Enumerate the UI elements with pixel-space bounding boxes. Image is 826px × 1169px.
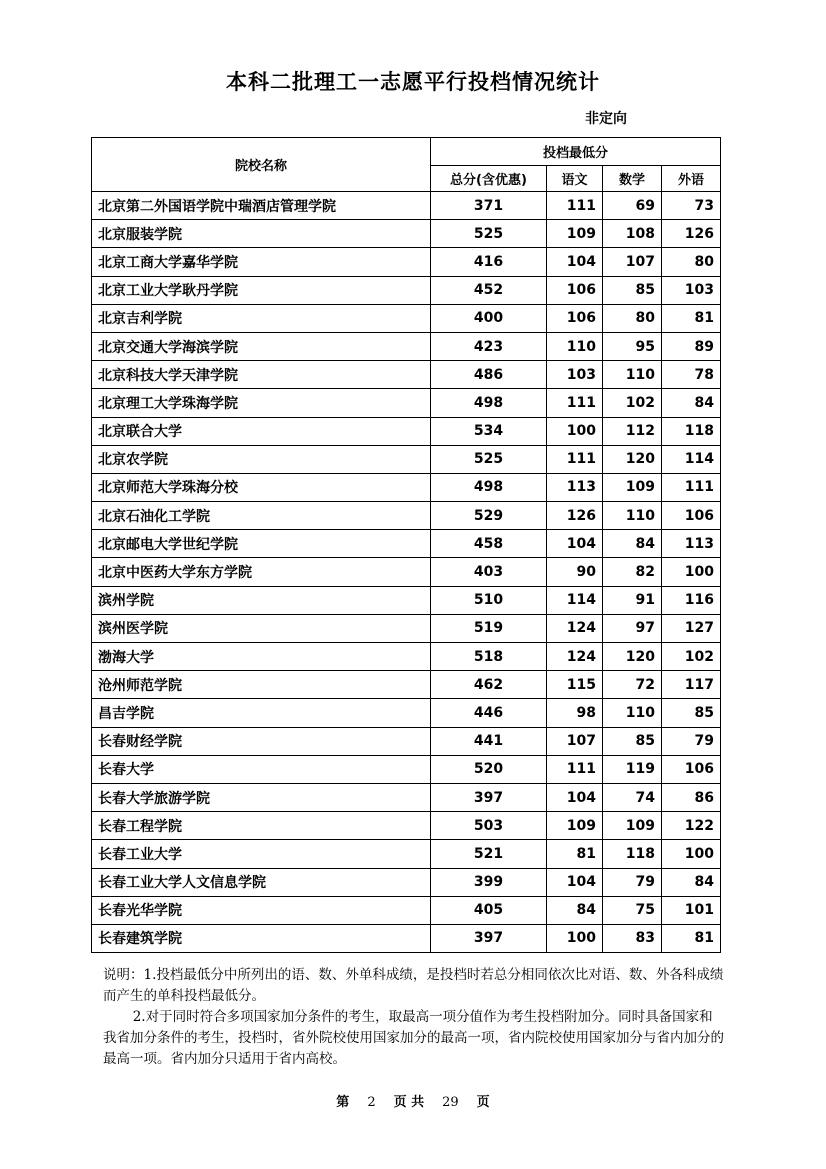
cell-foreign: 106: [662, 755, 721, 783]
cell-chinese: 114: [547, 586, 603, 614]
cell-total: 371: [431, 192, 547, 220]
footer-total-pages: 29: [442, 1095, 459, 1110]
cell-total: 405: [431, 896, 547, 924]
cell-math: 85: [603, 727, 662, 755]
cell-foreign: 101: [662, 896, 721, 924]
cell-school-name: 北京理工大学珠海学院: [92, 389, 431, 417]
cell-math: 109: [603, 473, 662, 501]
cell-math: 102: [603, 389, 662, 417]
table-row: [92, 361, 721, 389]
cell-math: 69: [603, 192, 662, 220]
cell-total: 510: [431, 586, 547, 614]
cell-math: 91: [603, 586, 662, 614]
cell-chinese: 124: [547, 643, 603, 671]
cell-foreign: 85: [662, 699, 721, 727]
cell-chinese: 126: [547, 502, 603, 530]
cell-chinese: 104: [547, 868, 603, 896]
cell-math: 85: [603, 276, 662, 304]
cell-chinese: 111: [547, 755, 603, 783]
cell-math: 120: [603, 643, 662, 671]
cell-foreign: 84: [662, 389, 721, 417]
cell-chinese: 124: [547, 614, 603, 642]
cell-foreign: 80: [662, 248, 721, 276]
cell-foreign: 89: [662, 332, 721, 360]
cell-total: 446: [431, 699, 547, 727]
cell-total: 521: [431, 840, 547, 868]
cell-foreign: 111: [662, 473, 721, 501]
table-row: [92, 840, 721, 868]
cell-school-name: 长春建筑学院: [92, 924, 431, 952]
cell-total: 525: [431, 220, 547, 248]
cell-total: 503: [431, 812, 547, 840]
cell-school-name: 渤海大学: [92, 643, 431, 671]
footer-ye: 页: [476, 1095, 490, 1110]
cell-total: 462: [431, 671, 547, 699]
cell-math: 75: [603, 896, 662, 924]
header-school-name: 院校名称: [92, 138, 431, 192]
cell-math: 79: [603, 868, 662, 896]
cell-math: 72: [603, 671, 662, 699]
cell-total: 534: [431, 417, 547, 445]
table-row: [92, 389, 721, 417]
cell-math: 97: [603, 614, 662, 642]
table-row: [92, 276, 721, 304]
cell-math: 108: [603, 220, 662, 248]
table-row: [92, 332, 721, 360]
cell-school-name: 长春大学旅游学院: [92, 783, 431, 811]
header-total: 总分(含优惠): [431, 166, 547, 192]
cell-foreign: 126: [662, 220, 721, 248]
cell-chinese: 110: [547, 332, 603, 360]
cell-school-name: 长春财经学院: [92, 727, 431, 755]
cell-math: 119: [603, 755, 662, 783]
cell-total: 498: [431, 389, 547, 417]
cell-math: 84: [603, 530, 662, 558]
cell-total: 498: [431, 473, 547, 501]
cell-total: 400: [431, 304, 547, 332]
cell-school-name: 长春光华学院: [92, 896, 431, 924]
header-math: 数学: [603, 166, 662, 192]
cell-school-name: 滨州学院: [92, 586, 431, 614]
cell-school-name: 北京交通大学海滨学院: [92, 332, 431, 360]
table-row: [92, 783, 721, 811]
footer-page-number: 2: [367, 1095, 376, 1110]
table-row: [92, 727, 721, 755]
table-row: [92, 699, 721, 727]
cell-foreign: 79: [662, 727, 721, 755]
cell-chinese: 109: [547, 812, 603, 840]
cell-math: 110: [603, 699, 662, 727]
cell-school-name: 北京石油化工学院: [92, 502, 431, 530]
cell-total: 416: [431, 248, 547, 276]
cell-foreign: 84: [662, 868, 721, 896]
header-min-score: 投档最低分: [431, 138, 721, 166]
cell-total: 403: [431, 558, 547, 586]
header-chinese: 语文: [547, 166, 603, 192]
cell-foreign: 73: [662, 192, 721, 220]
cell-total: 529: [431, 502, 547, 530]
cell-school-name: 滨州医学院: [92, 614, 431, 642]
cell-math: 109: [603, 812, 662, 840]
cell-total: 399: [431, 868, 547, 896]
cell-math: 82: [603, 558, 662, 586]
cell-school-name: 北京工商大学嘉华学院: [92, 248, 431, 276]
cell-foreign: 78: [662, 361, 721, 389]
cell-foreign: 113: [662, 530, 721, 558]
cell-chinese: 81: [547, 840, 603, 868]
cell-school-name: 北京工业大学耿丹学院: [92, 276, 431, 304]
cell-foreign: 122: [662, 812, 721, 840]
cell-chinese: 113: [547, 473, 603, 501]
cell-chinese: 104: [547, 248, 603, 276]
table-row: [92, 304, 721, 332]
cell-foreign: 118: [662, 417, 721, 445]
cell-foreign: 86: [662, 783, 721, 811]
table-row: [92, 248, 721, 276]
note-1: 说明：1.投档最低分中所列出的语、数、外单科成绩，是投档时若总分相同依次比对语、数、外各科成绩而产生的单科投档最低分。: [103, 967, 724, 1004]
cell-total: 452: [431, 276, 547, 304]
table-row: [92, 614, 721, 642]
cell-math: 112: [603, 417, 662, 445]
cell-school-name: 北京邮电大学世纪学院: [92, 530, 431, 558]
cell-chinese: 115: [547, 671, 603, 699]
table-row: [92, 473, 721, 501]
cell-total: 397: [431, 924, 547, 952]
footer-di: 第: [336, 1095, 350, 1110]
admission-table: [91, 137, 721, 953]
cell-foreign: 81: [662, 924, 721, 952]
table-row: [92, 896, 721, 924]
cell-math: 74: [603, 783, 662, 811]
table-row: [92, 220, 721, 248]
cell-chinese: 100: [547, 924, 603, 952]
cell-math: 80: [603, 304, 662, 332]
cell-school-name: 北京服装学院: [92, 220, 431, 248]
cell-school-name: 北京中医药大学东方学院: [92, 558, 431, 586]
header-foreign: 外语: [662, 166, 721, 192]
cell-chinese: 103: [547, 361, 603, 389]
cell-foreign: 102: [662, 643, 721, 671]
cell-school-name: 沧州师范学院: [92, 671, 431, 699]
cell-chinese: 104: [547, 530, 603, 558]
cell-foreign: 100: [662, 840, 721, 868]
cell-foreign: 114: [662, 445, 721, 473]
cell-school-name: 长春工业大学: [92, 840, 431, 868]
table-row: [92, 755, 721, 783]
cell-math: 118: [603, 840, 662, 868]
table-row: [92, 445, 721, 473]
cell-foreign: 117: [662, 671, 721, 699]
cell-school-name: 北京农学院: [92, 445, 431, 473]
cell-total: 486: [431, 361, 547, 389]
cell-chinese: 104: [547, 783, 603, 811]
cell-school-name: 北京第二外国语学院中瑞酒店管理学院: [92, 192, 431, 220]
cell-chinese: 106: [547, 276, 603, 304]
notes-block: [103, 965, 725, 1070]
cell-school-name: 北京联合大学: [92, 417, 431, 445]
cell-school-name: 北京师范大学珠海分校: [92, 473, 431, 501]
table-row: [92, 530, 721, 558]
cell-chinese: 106: [547, 304, 603, 332]
footer-ye-gong: 页 共: [393, 1095, 425, 1110]
cell-school-name: 长春大学: [92, 755, 431, 783]
cell-total: 441: [431, 727, 547, 755]
cell-chinese: 109: [547, 220, 603, 248]
cell-school-name: 长春工业大学人文信息学院: [92, 868, 431, 896]
subtitle-label: 非定向: [585, 111, 627, 127]
table-row: [92, 192, 721, 220]
cell-math: 120: [603, 445, 662, 473]
table-row: [92, 643, 721, 671]
cell-total: 518: [431, 643, 547, 671]
table-body: [92, 192, 721, 953]
cell-math: 110: [603, 502, 662, 530]
table-row: [92, 812, 721, 840]
cell-math: 95: [603, 332, 662, 360]
cell-chinese: 90: [547, 558, 603, 586]
cell-chinese: 84: [547, 896, 603, 924]
page-title: 本科二批理工一志愿平行投档情况统计: [226, 70, 600, 94]
cell-math: 107: [603, 248, 662, 276]
cell-total: 423: [431, 332, 547, 360]
cell-total: 525: [431, 445, 547, 473]
cell-math: 83: [603, 924, 662, 952]
table-row: [92, 868, 721, 896]
cell-foreign: 127: [662, 614, 721, 642]
cell-chinese: 111: [547, 192, 603, 220]
cell-foreign: 103: [662, 276, 721, 304]
cell-foreign: 106: [662, 502, 721, 530]
cell-total: 519: [431, 614, 547, 642]
cell-foreign: 81: [662, 304, 721, 332]
cell-chinese: 98: [547, 699, 603, 727]
table-row: [92, 586, 721, 614]
cell-chinese: 107: [547, 727, 603, 755]
cell-school-name: 昌吉学院: [92, 699, 431, 727]
cell-school-name: 长春工程学院: [92, 812, 431, 840]
cell-math: 110: [603, 361, 662, 389]
cell-foreign: 116: [662, 586, 721, 614]
cell-foreign: 100: [662, 558, 721, 586]
cell-chinese: 111: [547, 445, 603, 473]
cell-chinese: 111: [547, 389, 603, 417]
table-row: [92, 924, 721, 952]
note-2: 2.对于同时符合多项国家加分条件的考生，取最高一项分值作为考生投档附加分。同时具备国家和我省加分条件的考生，投档时，省外院校使用国家加分的最高一项，省内院校使用国家加分与省内加分的最高一项。省内加分只适用于省内高校。: [103, 1009, 724, 1067]
table-row: [92, 671, 721, 699]
cell-total: 458: [431, 530, 547, 558]
cell-total: 520: [431, 755, 547, 783]
cell-school-name: 北京吉利学院: [92, 304, 431, 332]
table-row: [92, 502, 721, 530]
cell-total: 397: [431, 783, 547, 811]
table-row: [92, 417, 721, 445]
table-row: [92, 558, 721, 586]
cell-school-name: 北京科技大学天津学院: [92, 361, 431, 389]
cell-chinese: 100: [547, 417, 603, 445]
page-footer: [0, 1091, 826, 1110]
